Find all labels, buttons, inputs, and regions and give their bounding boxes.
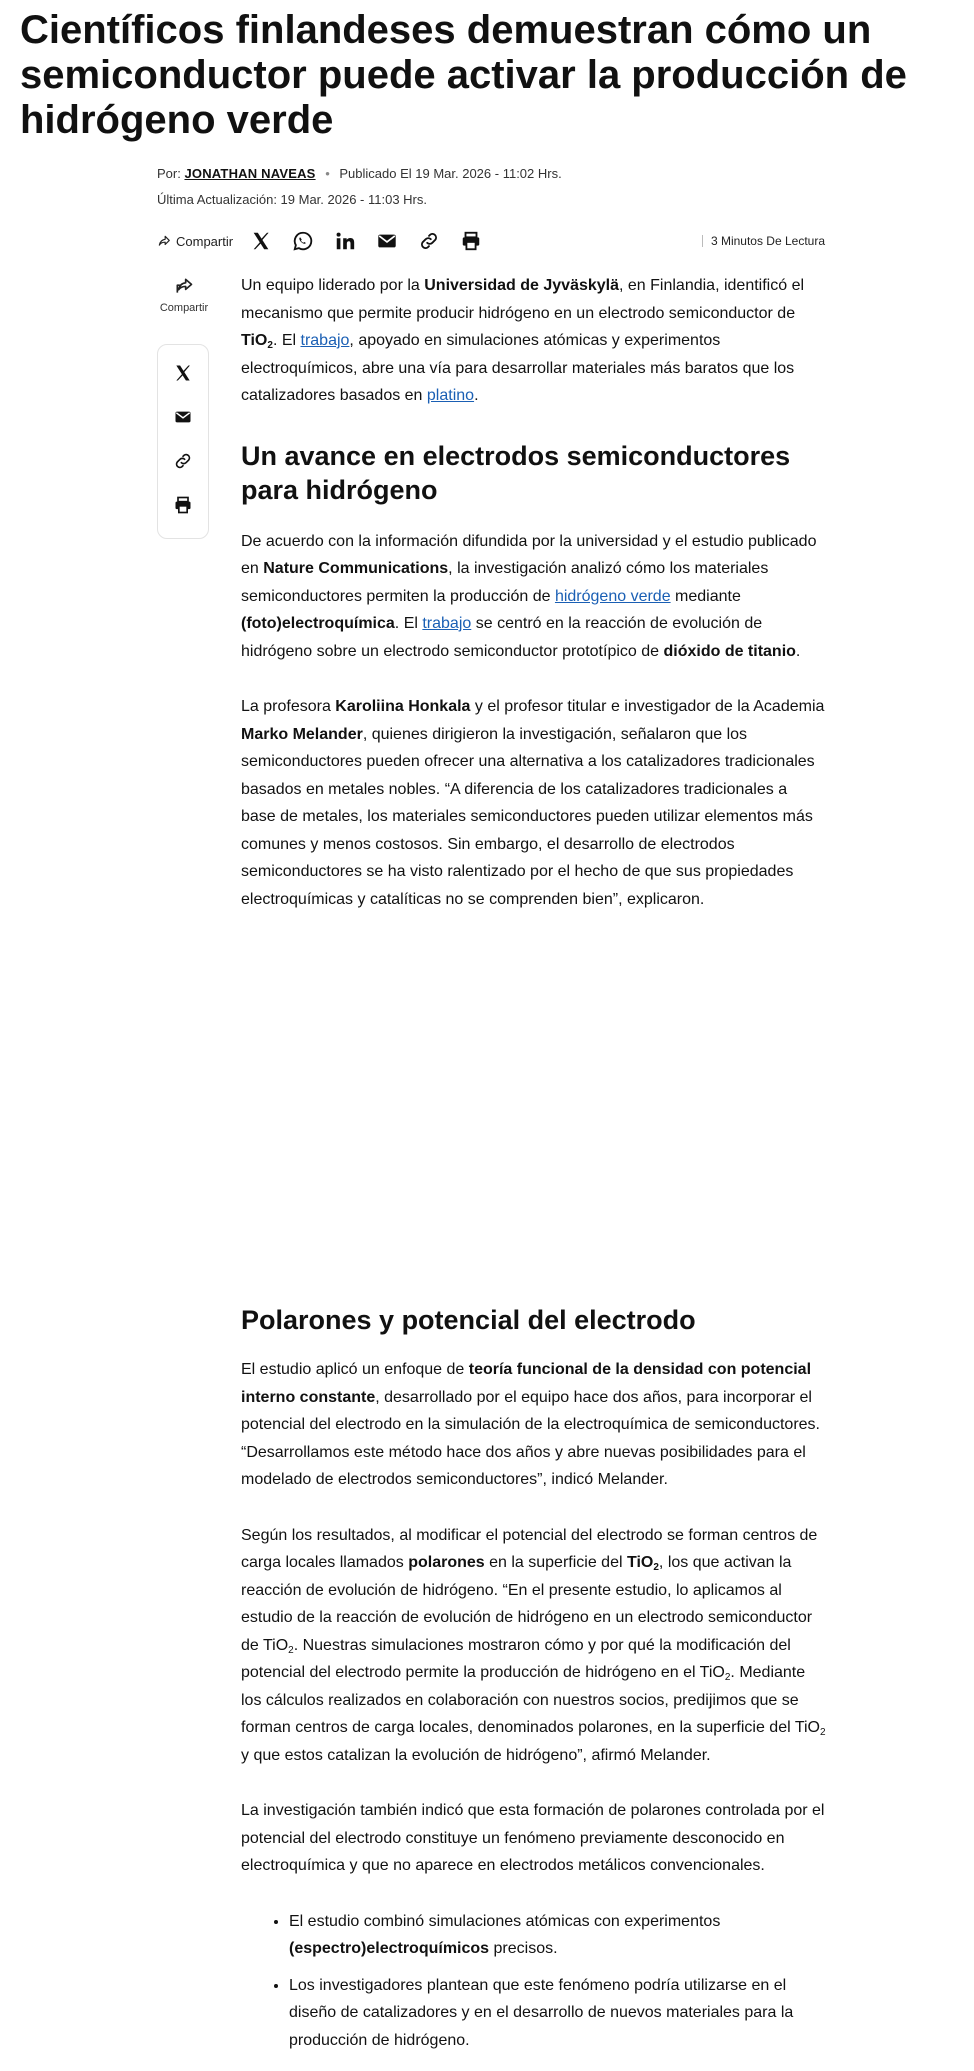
- university-name: Universidad de Jyväskylä: [424, 277, 620, 294]
- whatsapp-icon[interactable]: [287, 225, 319, 257]
- link-icon[interactable]: [173, 451, 193, 476]
- side-share-rail: [157, 276, 211, 539]
- share-icon: [174, 276, 194, 296]
- paragraph-results: Según los resultados, al modificar el potencial del electrodo se forman centros de carga locales llamados polarones en la superficie del TiO$_2$, los que activan la reacción de evolución de hidrógeno. “En el presente estudio, lo aplicamos al estudio de la reacción de evolución de hidrógeno en un electrodo semiconductor de TiO$_2$. Nuestras simulaciones mostraron cómo y por qué la modificación del potencial del electrodo permite la producción de hidrógeno en el TiO$_2$. Mediante los cálculos realizados en colaboración con nuestros socios, predijimos que se forman centros de carga locales, denominados polarones, en la superficie del TiO$_2$ y que estos catalizan la evolución de hidrógeno”, afirmó Melander.: [241, 1526, 826, 1764]
- by-label: Por:: [157, 166, 181, 181]
- trabajo-link-2[interactable]: trabajo: [422, 615, 472, 632]
- meta-separator: •: [325, 166, 330, 181]
- paragraph-intro: Un equipo liderado por la Universidad de Jyväskylä, en Finlandia, identificó el mecanismo que permite producir hidrógeno en un electrodo semiconductor de TiO$_2$. El trabajo, apoyado en simulaciones atómicas y experimentos electroquímicos, abre una vía para desarrollar materiales más baratos que los catalizadores basados en platino.: [241, 277, 805, 404]
- researcher-honkala: Karoliina Honkala: [335, 698, 471, 715]
- article-meta: [157, 161, 562, 213]
- trabajo-link[interactable]: trabajo: [300, 332, 350, 349]
- key-points-list: [241, 1908, 826, 2055]
- share-bar: [157, 224, 825, 258]
- print-icon[interactable]: [173, 495, 193, 520]
- side-share-icons: [157, 344, 209, 539]
- hidrogeno-verde-link[interactable]: hidrógeno verde: [554, 587, 671, 605]
- share-icon: [157, 234, 171, 248]
- share-button[interactable]: [157, 234, 233, 249]
- share-label: Compartir: [176, 233, 234, 249]
- article-body: [241, 272, 826, 2063]
- linkedin-icon[interactable]: [329, 225, 361, 257]
- updated-date: Última Actualización: 19 Mar. 2026 - 11:03 Hrs.: [157, 192, 427, 207]
- link-icon[interactable]: [413, 225, 445, 257]
- share-icons: [245, 225, 487, 257]
- paragraph-nature: De acuerdo con la información difundida por la universidad y el estudio publicado en Nature Communications, la investigación analizó cómo los materiales semiconductores permiten la producción de hidrógeno verde mediante (foto)electroquímica. El trabajo se centró en la reacción de evolución de hidrógeno sobre un electrodo semiconductor prototípico de dióxido de titanio.: [241, 532, 817, 660]
- tio2-label: TiO$_2$: [241, 332, 273, 351]
- paragraph-phenomenon: La investigación también indicó que esta formación de polarones controlada por el potencial del electrodo constituye un fenómeno previamente desconocido en electroquímica y que no aparece en electrodos metálicos convencionales.: [241, 1802, 825, 1874]
- author-link[interactable]: JONATHAN NAVEAS: [184, 166, 316, 181]
- published-date: Publicado El 19 Mar. 2026 - 11:02 Hrs.: [339, 166, 562, 181]
- side-share-label: Compartir: [159, 302, 209, 314]
- read-time: [702, 234, 825, 248]
- byline: [157, 161, 562, 187]
- x-icon[interactable]: [173, 363, 193, 388]
- paragraph-researchers: La profesora Karoliina Honkala y el profesor titular e investigador de la Academia Marko Melander, quienes dirigieron la investigación, señalaron que los semiconductores pueden ofrecer una alternativa a los catalizadores tradicionales basados en metales nobles. “A diferencia de los catalizadores tradicionales a base de metales, los materiales semiconductores pueden utilizar elementos más comunes y menos costosos. Sin embargo, el desarrollo de electrodos semiconductores se ha visto ralentizado por el hecho de que sus propiedades electroquímicas y catalíticas no se comprenden bien”, explicaron.: [241, 698, 825, 908]
- ad-placeholder: [241, 913, 826, 1303]
- paragraph-dft: El estudio aplicó un enfoque de teoría funcional de la densidad con potencial interno constante, desarrollado por el equipo hace dos años, para incorporar el potencial del electrodo en la simulación de la electroquímica de semiconductores. “Desarrollamos este método hace dos años y abre nuevas posibilidades para el modelado de electrodos semiconductores”, indicó Melander.: [241, 1361, 820, 1488]
- x-icon[interactable]: [245, 225, 277, 257]
- list-item: • Los investigadores plantean que este fenómeno podría utilizarse en el diseño de catalizadores y en el desarrollo de nuevos materiales para la producción de hidrógeno.: [289, 1972, 826, 2055]
- read-time-label: 3 Minutos De Lectura: [710, 234, 825, 248]
- platino-link[interactable]: platino: [426, 387, 475, 404]
- section-heading-avance: Un avance en electrodos semiconductores para hidrógeno: [241, 440, 791, 505]
- section-heading-polarones: Polarones y potencial del electrodo: [241, 1305, 696, 1335]
- researcher-melander: Marko Melander: [241, 725, 363, 743]
- mail-icon[interactable]: [173, 407, 193, 432]
- article-title: Científicos finlandeses demuestran cómo un semiconductor puede activar la producción de hidrógeno verde: [20, 8, 907, 142]
- print-icon[interactable]: [455, 225, 487, 257]
- journal-name: Nature Communications: [263, 560, 449, 577]
- side-share-button[interactable]: [157, 276, 211, 332]
- read-time-divider: [702, 235, 703, 247]
- list-item: • El estudio combinó simulaciones atómicas con experimentos (espectro)electroquímicos precisos.: [289, 1908, 826, 1963]
- mail-icon[interactable]: [371, 225, 403, 257]
